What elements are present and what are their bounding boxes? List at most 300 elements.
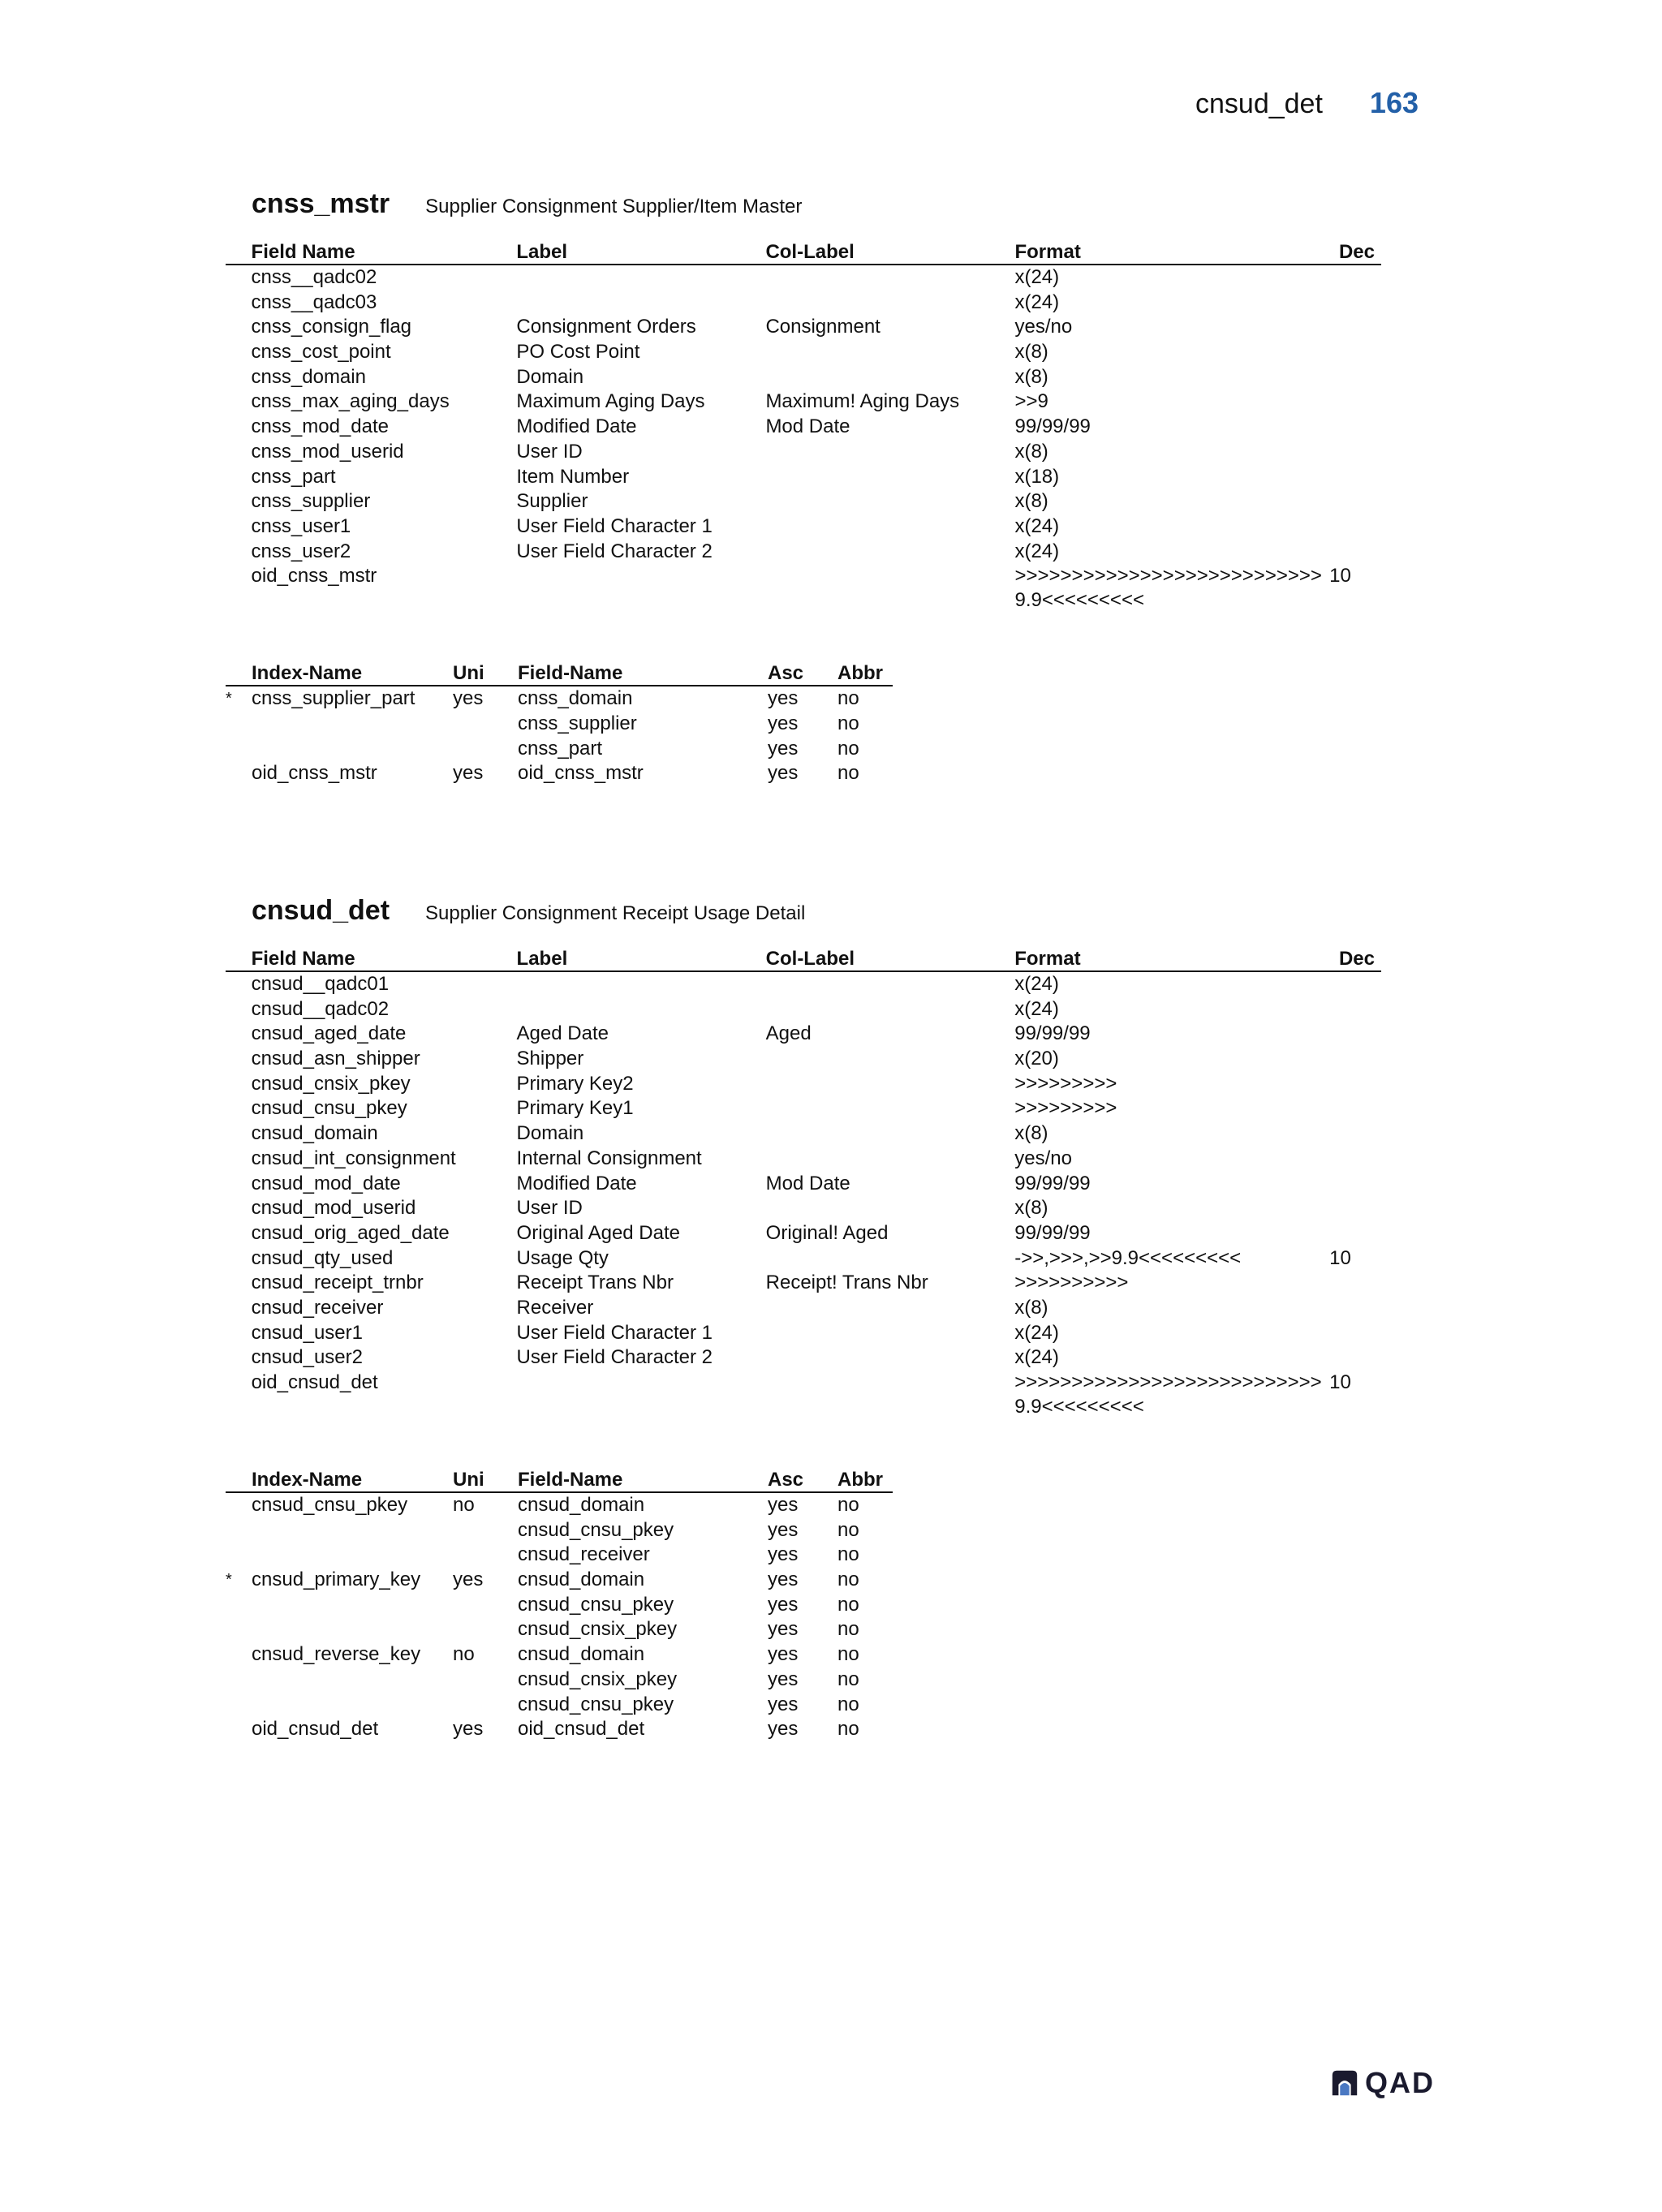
field-col-label — [765, 465, 1014, 490]
field-label: User ID — [516, 440, 583, 463]
field-name: cnsud_orig_aged_date — [251, 1221, 450, 1244]
index-row — [226, 686, 893, 712]
row-marker — [226, 1022, 252, 1047]
marker-header — [226, 945, 252, 971]
field-label — [517, 1371, 766, 1419]
col-header-index-name: Index-Name — [252, 1466, 453, 1492]
field-dec: 10 — [1329, 565, 1351, 587]
field-format: x(8) — [1014, 1197, 1048, 1220]
index-name — [252, 712, 453, 737]
field-label: Original Aged Date — [516, 1221, 681, 1244]
field-name: cnss_supplier — [251, 490, 371, 513]
field-col-label — [765, 265, 1014, 290]
index-table — [226, 1466, 893, 1742]
field-col-label — [766, 1147, 1015, 1172]
index-unique: no — [453, 1494, 475, 1516]
col-header-uni: Uni — [453, 1466, 518, 1492]
field-label — [516, 265, 765, 290]
field-dec — [1329, 265, 1381, 290]
field-format: x(24) — [1014, 540, 1060, 562]
field-row — [226, 290, 1381, 316]
field-label: User Field Character 2 — [516, 1346, 713, 1369]
field-row — [226, 1296, 1381, 1321]
index-abbreviated: no — [837, 1668, 859, 1690]
marker-header — [226, 239, 252, 265]
field-label: Primary Key2 — [516, 1072, 634, 1095]
primary-index-marker — [226, 1543, 252, 1568]
index-unique — [453, 1668, 518, 1693]
field-label: Supplier — [516, 490, 588, 513]
row-marker — [226, 1147, 252, 1172]
index-row — [226, 1617, 893, 1642]
index-row — [226, 712, 893, 737]
index-ascending: yes — [768, 1668, 799, 1690]
field-row — [226, 265, 1381, 290]
field-format: >>>>>>>>> — [1014, 1072, 1117, 1095]
field-col-label — [766, 1047, 1015, 1072]
field-row — [226, 971, 1381, 997]
row-marker — [226, 290, 252, 316]
primary-index-marker — [226, 1593, 252, 1618]
index-abbreviated: no — [837, 1543, 859, 1566]
field-name: cnss__qadc03 — [251, 290, 377, 313]
field-format: x(24) — [1014, 1321, 1059, 1344]
field-row — [226, 1196, 1381, 1221]
field-row — [226, 415, 1381, 440]
col-header-index-name: Index-Name — [252, 660, 453, 686]
field-dec — [1329, 365, 1381, 390]
index-row — [226, 761, 893, 786]
field-format: x(8) — [1014, 341, 1048, 364]
index-ascending: yes — [768, 1494, 799, 1516]
field-dec — [1329, 1296, 1381, 1321]
row-marker — [226, 365, 252, 390]
index-abbreviated: no — [837, 737, 859, 760]
field-format: >>>>>>>>> — [1014, 1097, 1117, 1120]
index-table-header — [226, 660, 893, 686]
field-col-label: Mod Date — [765, 1172, 850, 1194]
index-ascending: yes — [768, 1593, 799, 1616]
index-unique — [453, 1617, 518, 1642]
running-header-title: cnsud_det — [1195, 88, 1323, 119]
field-label: Modified Date — [516, 1172, 637, 1194]
field-row — [226, 564, 1381, 613]
col-header-index-field-name: Field-Name — [518, 1466, 768, 1492]
row-marker — [226, 489, 252, 514]
field-col-label: Aged — [765, 1022, 812, 1045]
index-ascending: yes — [768, 1569, 799, 1591]
index-field-name: cnss_supplier — [518, 712, 637, 734]
row-marker — [226, 1345, 252, 1371]
index-abbreviated: no — [837, 1643, 859, 1666]
marker-header — [226, 660, 252, 686]
index-row — [226, 1518, 893, 1543]
field-name: cnss_part — [251, 465, 336, 488]
index-name: cnsud_cnsu_pkey — [252, 1494, 408, 1516]
field-name: cnsud__qadc01 — [251, 973, 390, 995]
index-ascending: yes — [768, 737, 799, 760]
index-abbreviated: no — [837, 762, 859, 785]
row-marker — [226, 971, 252, 997]
field-dec — [1329, 1321, 1381, 1346]
col-header-dec: Dec — [1329, 239, 1381, 265]
row-marker — [226, 1096, 252, 1121]
index-abbreviated: no — [837, 1494, 859, 1516]
col-header-uni: Uni — [453, 660, 518, 686]
qad-logo-text: QAD — [1365, 2066, 1435, 2099]
index-unique: yes — [453, 762, 484, 785]
index-ascending: yes — [768, 1518, 799, 1541]
field-dec — [1329, 1096, 1381, 1121]
table-title-row — [252, 188, 1381, 229]
index-ascending: yes — [768, 1543, 799, 1566]
field-dec — [1329, 440, 1381, 465]
field-row — [226, 1345, 1381, 1371]
field-label: Receiver — [516, 1296, 594, 1319]
row-marker — [226, 564, 252, 613]
field-format: x(18) — [1014, 465, 1060, 488]
index-abbreviated: no — [837, 1618, 859, 1641]
field-name: cnss_mod_date — [251, 415, 389, 438]
field-format: >>>>>>>>>>>>>>>>>>>>>>>>>>>9.9<<<<<<<<< — [1014, 565, 1322, 612]
field-name: cnss_mod_userid — [251, 440, 404, 463]
index-unique — [453, 1693, 518, 1718]
index-name: oid_cnss_mstr — [252, 762, 377, 785]
field-dec — [1329, 290, 1381, 316]
index-field-name: oid_cnsud_det — [518, 1718, 645, 1741]
field-label: Maximum Aging Days — [516, 390, 705, 413]
field-col-label — [766, 1371, 1015, 1419]
primary-index-marker — [226, 712, 252, 737]
col-header-col-label: Col-Label — [766, 945, 1015, 971]
index-ascending: yes — [768, 712, 799, 734]
field-row — [226, 1271, 1381, 1296]
index-field-name: cnss_domain — [518, 687, 633, 710]
field-col-label — [766, 1296, 1015, 1321]
field-label: Primary Key1 — [516, 1097, 634, 1120]
field-row — [226, 540, 1381, 565]
field-name: cnsud_mod_date — [251, 1172, 401, 1194]
field-col-label: Consignment — [765, 316, 881, 338]
field-label: Item Number — [516, 465, 630, 488]
field-format: x(8) — [1014, 1122, 1048, 1145]
field-dec — [1329, 389, 1381, 415]
field-dec — [1329, 1047, 1381, 1072]
field-dec: 10 — [1329, 1246, 1351, 1269]
index-ascending: yes — [768, 762, 799, 785]
index-row — [226, 1642, 893, 1668]
col-header-label: Label — [517, 945, 766, 971]
col-header-asc: Asc — [768, 1466, 837, 1492]
field-dec — [1329, 1271, 1381, 1296]
index-ascending: yes — [768, 1693, 799, 1715]
index-abbreviated: no — [837, 1718, 859, 1741]
page-header — [1195, 86, 1419, 135]
field-format: >>>>>>>>>>>>>>>>>>>>>>>>>>>9.9<<<<<<<<< — [1014, 1371, 1322, 1418]
field-format: x(24) — [1014, 514, 1060, 537]
field-row — [226, 440, 1381, 465]
col-header-index-field-name: Field-Name — [518, 660, 768, 686]
index-field-name: cnss_part — [518, 737, 603, 760]
field-format: yes/no — [1014, 316, 1073, 338]
primary-index-marker — [226, 737, 252, 762]
field-row — [226, 365, 1381, 390]
field-table-header — [226, 945, 1381, 971]
table-title-row — [252, 895, 1381, 936]
primary-index-marker — [226, 1717, 252, 1742]
field-name: cnsud_user2 — [251, 1346, 363, 1369]
field-row — [226, 465, 1381, 490]
field-format: 99/99/99 — [1014, 415, 1091, 438]
field-dec — [1329, 540, 1381, 565]
index-name: cnss_supplier_part — [252, 687, 416, 710]
index-field-name: cnsud_cnsu_pkey — [518, 1593, 674, 1616]
field-col-label: Original! Aged — [765, 1221, 889, 1244]
primary-index-marker — [226, 1492, 252, 1518]
primary-index-marker: * — [226, 1571, 232, 1590]
index-field-name: cnsud_domain — [518, 1569, 645, 1591]
field-dec — [1329, 1345, 1381, 1371]
field-format: x(8) — [1014, 440, 1048, 463]
table-description: Supplier Consignment Receipt Usage Detail — [425, 902, 806, 924]
row-marker — [226, 1246, 252, 1272]
field-label: Modified Date — [516, 415, 637, 438]
field-col-label — [766, 1096, 1015, 1121]
field-row — [226, 1072, 1381, 1097]
field-label — [516, 290, 765, 316]
page-number: 163 — [1369, 86, 1419, 119]
field-label: Receipt Trans Nbr — [516, 1272, 674, 1294]
primary-index-marker — [226, 1668, 252, 1693]
index-unique — [453, 1543, 518, 1568]
marker-header — [226, 1466, 252, 1492]
row-marker — [226, 465, 252, 490]
col-header-format: Format — [1014, 239, 1329, 265]
field-dec — [1329, 1072, 1381, 1097]
index-unique — [453, 737, 518, 762]
row-marker — [226, 1172, 252, 1197]
field-col-label — [766, 1196, 1015, 1221]
field-format: 99/99/99 — [1014, 1172, 1091, 1194]
field-name: cnsud_user1 — [251, 1321, 363, 1344]
field-name: cnss_consign_flag — [251, 316, 412, 338]
table-name: cnss_mstr — [252, 188, 390, 219]
index-row — [226, 1543, 893, 1568]
field-row — [226, 1221, 1381, 1246]
row-marker — [226, 1321, 252, 1346]
field-col-label — [765, 514, 1014, 540]
field-name: cnss_max_aging_days — [251, 390, 450, 413]
field-name: cnss_domain — [251, 365, 366, 388]
index-field-name: cnsud_cnsu_pkey — [518, 1693, 674, 1715]
row-marker — [226, 1121, 252, 1147]
field-dec — [1329, 1221, 1381, 1246]
index-row — [226, 1717, 893, 1742]
field-dec — [1329, 340, 1381, 365]
index-name: cnsud_primary_key — [252, 1569, 421, 1591]
field-name: cnss_cost_point — [251, 341, 391, 364]
index-field-name: cnsud_cnsix_pkey — [518, 1668, 678, 1690]
field-format: x(20) — [1014, 1048, 1059, 1070]
field-format: >>>>>>>>>> — [1014, 1272, 1129, 1294]
field-row — [226, 1371, 1381, 1419]
field-col-label — [765, 540, 1014, 565]
field-row — [226, 1147, 1381, 1172]
field-col-label — [766, 997, 1015, 1022]
index-name — [252, 1617, 453, 1642]
index-ascending: yes — [768, 687, 799, 710]
index-field-name: cnsud_cnsu_pkey — [518, 1518, 674, 1541]
field-format: x(24) — [1014, 290, 1060, 313]
field-format: x(8) — [1014, 490, 1048, 513]
index-table-header — [226, 1466, 893, 1492]
row-marker — [226, 1271, 252, 1296]
field-label — [517, 997, 766, 1022]
index-ascending: yes — [768, 1718, 799, 1741]
row-marker — [226, 1196, 252, 1221]
field-table — [226, 239, 1381, 613]
field-label: Shipper — [516, 1048, 584, 1070]
field-format: x(24) — [1014, 266, 1060, 288]
field-name: cnsud_cnsu_pkey — [251, 1097, 407, 1120]
field-format: 99/99/99 — [1014, 1022, 1091, 1045]
field-label: Consignment Orders — [516, 316, 696, 338]
field-name: cnss__qadc02 — [251, 266, 377, 288]
field-row — [226, 315, 1381, 340]
field-row — [226, 1121, 1381, 1147]
index-name — [252, 1518, 453, 1543]
index-ascending: yes — [768, 1618, 799, 1641]
field-row — [226, 340, 1381, 365]
qad-logo — [1329, 2066, 1435, 2100]
row-marker — [226, 1047, 252, 1072]
index-unique — [453, 712, 518, 737]
row-marker — [226, 265, 252, 290]
row-marker — [226, 514, 252, 540]
index-field-name: cnsud_receiver — [518, 1543, 650, 1566]
index-abbreviated: no — [837, 712, 859, 734]
field-col-label — [766, 1321, 1015, 1346]
row-marker — [226, 1296, 252, 1321]
field-row — [226, 1022, 1381, 1047]
field-name: cnsud_mod_userid — [251, 1197, 416, 1220]
field-format: x(24) — [1014, 973, 1059, 995]
field-dec — [1329, 1172, 1381, 1197]
field-dec: 10 — [1329, 1371, 1351, 1393]
index-field-name: cnsud_domain — [518, 1643, 645, 1666]
row-marker — [226, 540, 252, 565]
field-row — [226, 1172, 1381, 1197]
col-header-col-label: Col-Label — [765, 239, 1014, 265]
table-section-cnss-mstr — [226, 188, 1381, 786]
field-name: cnsud_domain — [251, 1122, 378, 1145]
row-marker — [226, 1371, 252, 1419]
field-label: Domain — [516, 1122, 584, 1145]
primary-index-marker — [226, 761, 252, 786]
field-format: x(24) — [1014, 1346, 1059, 1369]
field-col-label: Maximum! Aging Days — [765, 390, 960, 413]
index-row — [226, 1693, 893, 1718]
field-table-header — [226, 239, 1381, 265]
index-field-name: cnsud_domain — [518, 1494, 645, 1516]
field-label: PO Cost Point — [516, 341, 640, 364]
field-col-label — [765, 340, 1014, 365]
field-name: cnsud__qadc02 — [251, 997, 390, 1020]
index-unique — [453, 1518, 518, 1543]
index-table — [226, 660, 893, 786]
field-name: cnsud_cnsix_pkey — [251, 1072, 411, 1095]
field-dec — [1329, 1022, 1381, 1047]
field-name: oid_cnsud_det — [251, 1371, 378, 1393]
row-marker — [226, 1221, 252, 1246]
row-marker — [226, 315, 252, 340]
index-unique — [453, 1593, 518, 1618]
index-abbreviated: no — [837, 1518, 859, 1541]
col-header-format: Format — [1014, 945, 1329, 971]
index-ascending: yes — [768, 1643, 799, 1666]
table-name: cnsud_det — [252, 895, 390, 926]
col-header-field-name: Field Name — [252, 945, 517, 971]
field-name: cnsud_receiver — [251, 1296, 384, 1319]
field-col-label — [765, 365, 1014, 390]
field-col-label: Receipt! Trans Nbr — [765, 1272, 928, 1294]
index-unique: no — [453, 1643, 475, 1666]
index-name — [252, 1668, 453, 1693]
field-col-label — [765, 290, 1014, 316]
index-name — [252, 1543, 453, 1568]
field-row — [226, 514, 1381, 540]
field-label: Domain — [516, 365, 584, 388]
col-header-asc: Asc — [768, 660, 837, 686]
field-col-label — [766, 971, 1015, 997]
row-marker — [226, 415, 252, 440]
field-name: cnss_user2 — [251, 540, 351, 562]
row-marker — [226, 1072, 252, 1097]
field-dec — [1329, 465, 1381, 490]
row-marker — [226, 440, 252, 465]
qad-logo-icon — [1329, 2068, 1360, 2098]
index-abbreviated: no — [837, 1693, 859, 1715]
field-label: User Field Character 2 — [516, 540, 713, 562]
field-label: Aged Date — [516, 1022, 609, 1045]
field-col-label — [766, 1121, 1015, 1147]
index-field-name: cnsud_cnsix_pkey — [518, 1618, 678, 1641]
col-header-field-name: Field Name — [252, 239, 517, 265]
field-name: cnsud_int_consignment — [251, 1147, 456, 1169]
field-format: yes/no — [1014, 1147, 1072, 1169]
field-label: User Field Character 1 — [516, 514, 713, 537]
index-row — [226, 1668, 893, 1693]
index-field-name: oid_cnss_mstr — [518, 762, 644, 785]
field-row — [226, 1096, 1381, 1121]
index-abbreviated: no — [837, 687, 859, 710]
field-row — [226, 1321, 1381, 1346]
field-dec — [1329, 514, 1381, 540]
field-format: 99/99/99 — [1014, 1221, 1091, 1244]
col-header-label: Label — [516, 239, 765, 265]
field-name: cnsud_asn_shipper — [251, 1048, 420, 1070]
primary-index-marker — [226, 1693, 252, 1718]
row-marker — [226, 389, 252, 415]
field-name: cnsud_receipt_trnbr — [251, 1272, 424, 1294]
field-col-label: Mod Date — [765, 415, 850, 438]
field-format: x(8) — [1014, 1296, 1048, 1319]
index-row — [226, 1593, 893, 1618]
index-row — [226, 737, 893, 762]
table-section-cnsud-det — [226, 895, 1381, 1742]
field-row — [226, 997, 1381, 1022]
field-col-label — [765, 440, 1014, 465]
